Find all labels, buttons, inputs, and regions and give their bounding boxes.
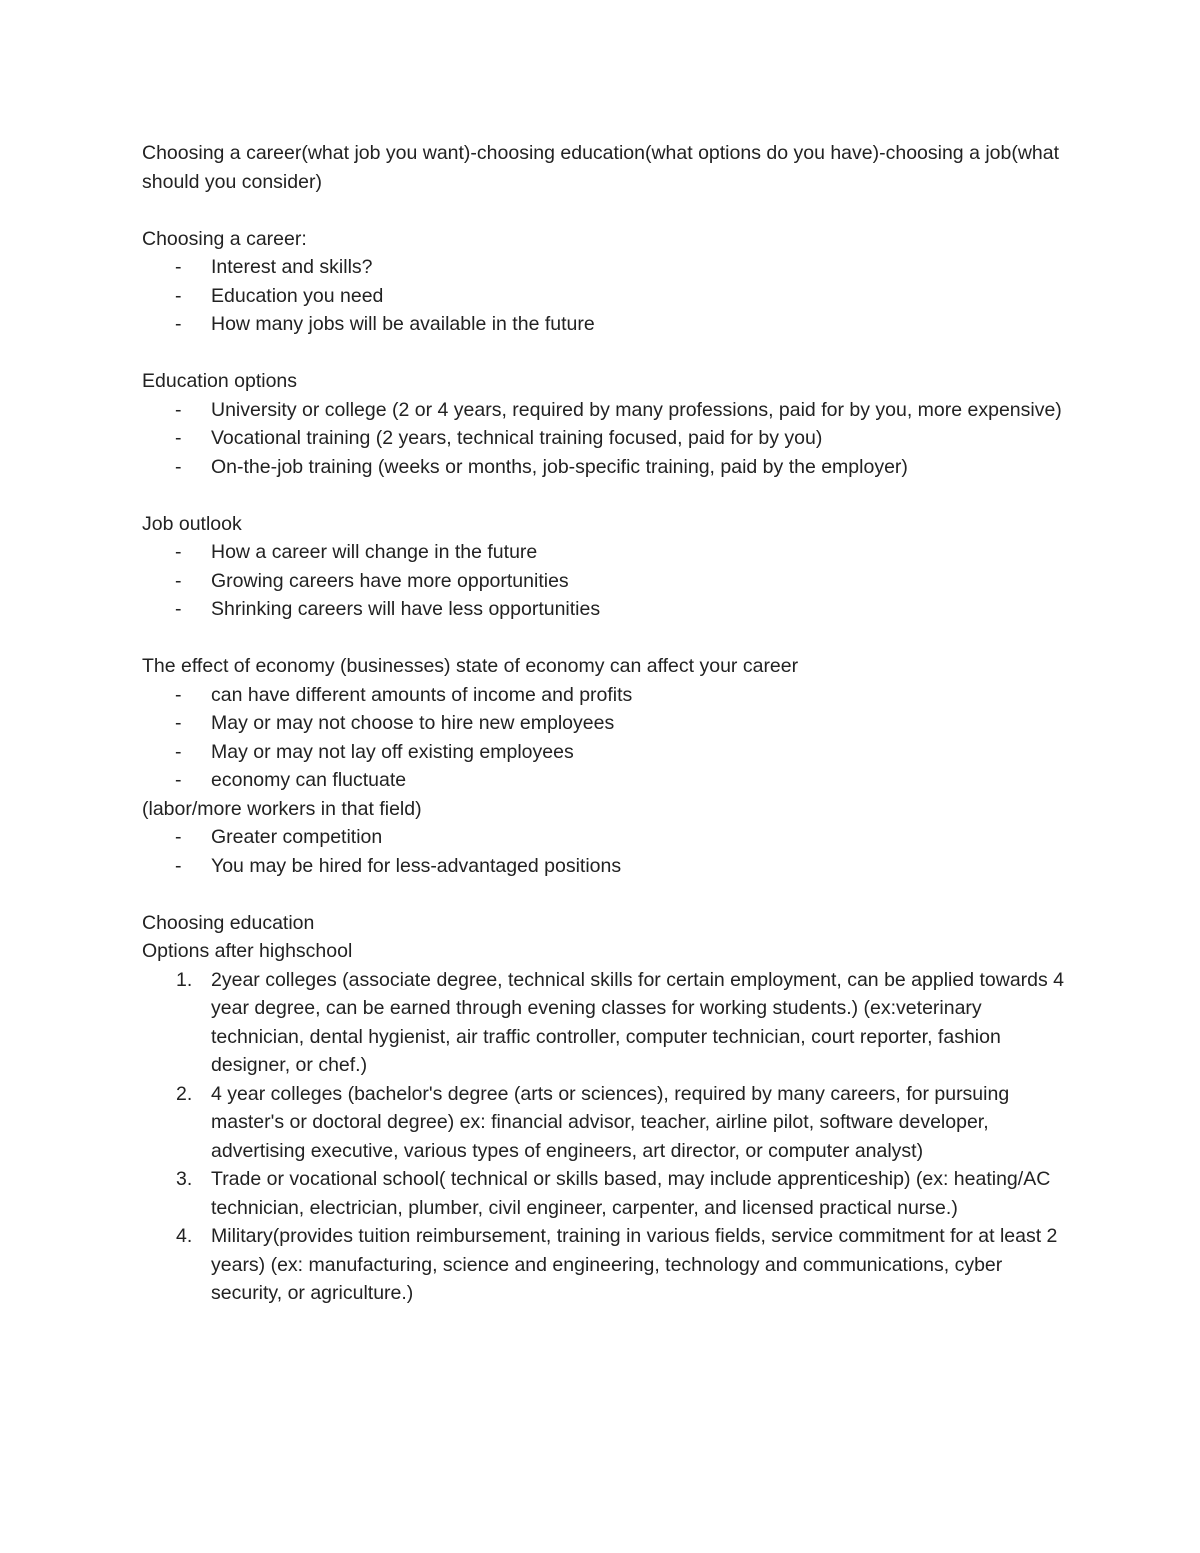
- section-heading-job-outlook: Job outlook: [142, 512, 242, 535]
- list-item: [142, 424, 1067, 453]
- list-item-text: How a career will change in the future: [211, 541, 538, 563]
- list-item-text: May or may not lay off existing employees: [211, 740, 574, 763]
- list-item: [142, 852, 1067, 881]
- list-item: [142, 453, 1067, 482]
- dash-marker: -: [175, 712, 182, 734]
- dash-marker: -: [175, 740, 182, 763]
- list-item-text: can have different amounts of income and profits: [211, 683, 633, 706]
- list-item: [142, 681, 1067, 710]
- list-item-text: Growing careers have more opportunities: [211, 569, 569, 592]
- list-item: [142, 966, 1067, 1080]
- dash-marker: -: [175, 541, 182, 563]
- list-item-text: University or college (2 or 4 years, required by many professions, paid for by you, more expensive): [211, 398, 1062, 421]
- section-heading-choosing-career: Choosing a career:: [142, 227, 307, 250]
- economy-list: [142, 681, 1067, 795]
- list-item-text: 4 year colleges (bachelor's degree (arts or sciences), required by many careers, for pursuing master's or doctoral degree) ex: financial advisor, teacher, airline pilot, software developer, advertising executive, various types of engineers, art director, or computer analyst): [211, 1082, 1010, 1162]
- dash-marker: -: [175, 683, 182, 706]
- list-item: [142, 823, 1067, 852]
- list-item-text: Trade or vocational school( technical or skills based, may include apprenticeship) (ex: heating/AC technician, electrician, plumber, civil engineer, carpenter, and licensed practical nurse.): [211, 1168, 1051, 1219]
- labor-list: [142, 823, 1067, 880]
- dash-marker: -: [175, 826, 182, 848]
- list-item: [142, 738, 1067, 767]
- spacer: [142, 339, 1067, 368]
- list-item: [142, 1165, 1067, 1222]
- section-heading-economy: The effect of economy (businesses) state of economy can affect your career: [142, 655, 799, 677]
- list-item-text: 2year colleges (associate degree, technical skills for certain employment, can be applied towards 4 year degree, can be earned through evening classes for working students.) (ex:veterinary technician, dental hygienist, air traffic controller, computer technician, court reporter, fashion designer, or chef.): [211, 968, 1065, 1076]
- list-item-text: How many jobs will be available in the future: [211, 313, 595, 335]
- dash-marker: -: [175, 284, 182, 307]
- job-outlook-list: [142, 538, 1067, 624]
- spacer: [142, 880, 1067, 909]
- dash-marker: -: [175, 427, 182, 449]
- dash-marker: -: [175, 598, 182, 620]
- choosing-career-list: [142, 253, 1067, 339]
- list-item: [142, 1080, 1067, 1166]
- list-item: [142, 595, 1067, 624]
- list-item: [142, 396, 1067, 425]
- list-item-text: Education you need: [211, 284, 384, 307]
- list-item: [142, 567, 1067, 596]
- number-marker: 3.: [176, 1168, 193, 1190]
- list-item-text: Military(provides tuition reimbursement, training in various fields, service commitment for at least 2 years) (ex: manufacturing, science and engineering, technology and communications, cyber security, or agriculture.): [211, 1225, 1058, 1304]
- list-item-text: economy can fluctuate: [211, 769, 407, 791]
- options-after-highschool-heading: Options after highschool: [142, 940, 353, 962]
- list-item-text: Vocational training (2 years, technical training focused, paid for by you): [211, 427, 823, 449]
- spacer: [142, 624, 1067, 653]
- list-item: [142, 310, 1067, 339]
- section-heading-education-options: Education options: [142, 370, 298, 392]
- list-item: [142, 282, 1067, 311]
- dash-marker: -: [175, 256, 182, 278]
- list-item-text: May or may not choose to hire new employees: [211, 712, 615, 734]
- dash-marker: -: [175, 769, 182, 791]
- dash-marker: -: [175, 455, 182, 478]
- list-item: [142, 1222, 1067, 1308]
- list-item-text: On-the-job training (weeks or months, job-specific training, paid by the employer): [211, 455, 908, 478]
- section-heading-choosing-education: Choosing education: [142, 911, 315, 934]
- labor-subheading: (labor/more workers in that field): [142, 797, 422, 820]
- list-item-text: You may be hired for less-advantaged positions: [211, 854, 622, 877]
- list-item-text: Greater competition: [211, 826, 383, 848]
- list-item-text: Shrinking careers will have less opportunities: [211, 598, 601, 620]
- dash-marker: -: [175, 854, 182, 877]
- list-item: [142, 253, 1067, 282]
- list-item: [142, 538, 1067, 567]
- education-options-list: [142, 396, 1067, 482]
- number-marker: 4.: [176, 1225, 193, 1247]
- list-item: [142, 766, 1067, 795]
- number-marker: 2.: [176, 1082, 193, 1105]
- number-marker: 1.: [176, 968, 193, 991]
- dash-marker: -: [175, 569, 182, 592]
- list-item-text: Interest and skills?: [211, 256, 373, 278]
- list-item: [142, 709, 1067, 738]
- education-numbered-list: [142, 966, 1067, 1308]
- dash-marker: -: [175, 313, 182, 335]
- intro-paragraph: Choosing a career(what job you want)-choosing education(what options do you have)-choosing a job(what should you consider): [142, 142, 1060, 193]
- dash-marker: -: [175, 398, 182, 421]
- spacer: [142, 481, 1067, 510]
- spacer: [142, 196, 1067, 225]
- document-body: [142, 139, 1067, 1308]
